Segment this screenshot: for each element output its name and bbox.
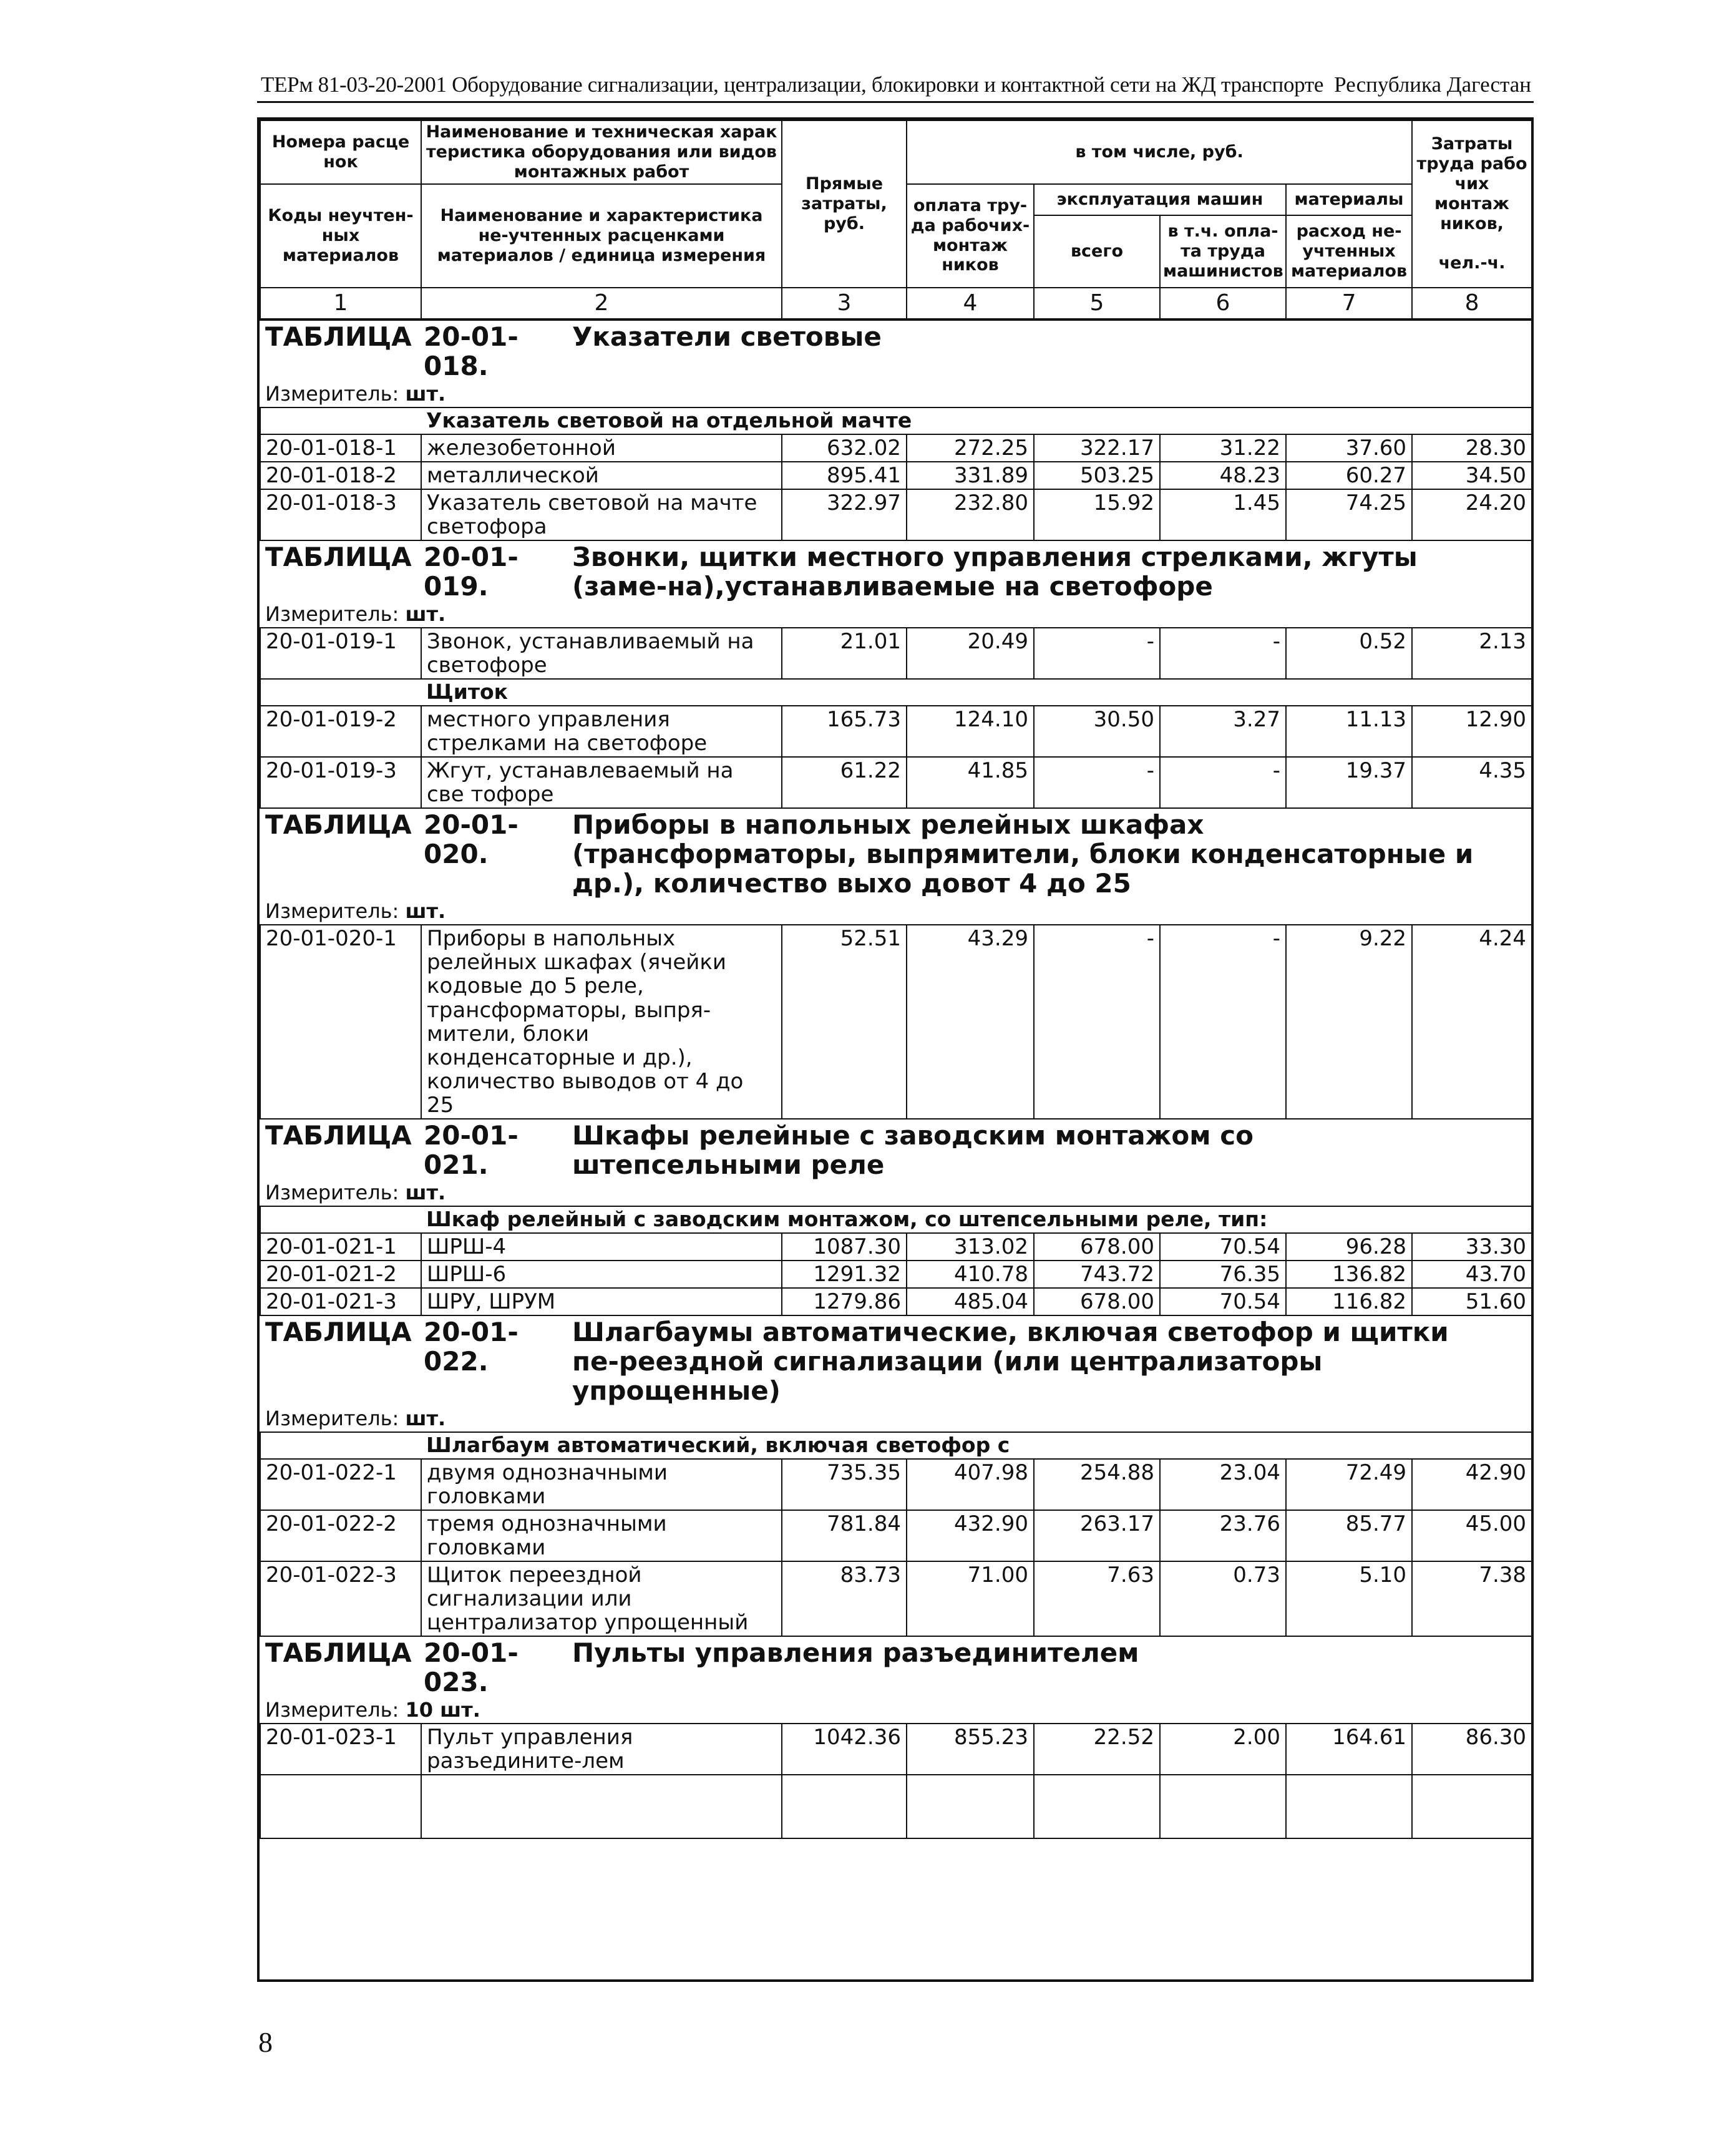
labor-cost: 71.00 [907, 1561, 1034, 1636]
measure-label: Измеритель: [265, 602, 399, 627]
work-name: двумя однозначными головками [421, 1459, 782, 1510]
column-number: 5 [1034, 288, 1160, 319]
material-cost: 19.37 [1286, 757, 1412, 808]
section-label: ТАБЛИЦА [265, 809, 412, 841]
header-title: ТЕРм 81-03-20-2001 Оборудование сигнализации, централизации, блокировки и контактной сети на ЖД транспорте [261, 72, 1324, 97]
col2-subheader: Наименование и характеристика не-учтенных расценками материалов / единица измерения [421, 184, 782, 288]
labor-cost: 410.78 [907, 1261, 1034, 1288]
machine-cost: 678.00 [1034, 1233, 1160, 1261]
measure-unit: 10 шт. [405, 1698, 480, 1722]
machine-labor-cost: - [1160, 925, 1286, 1119]
direct-cost: 632.02 [782, 434, 907, 462]
measure-label: Измеритель: [265, 899, 399, 924]
direct-cost: 895.41 [782, 462, 907, 489]
machine-labor-cost: 70.54 [1160, 1288, 1286, 1315]
group-heading: Шлагбаум автоматический, включая светофор с [421, 1432, 1532, 1459]
work-name: ШРШ-4 [421, 1233, 782, 1261]
included-header: в том числе, руб. [907, 120, 1412, 184]
work-name: Звонок, устанавливаемый на светофоре [421, 628, 782, 679]
material-cost: 11.13 [1286, 706, 1412, 757]
measure-unit-line [260, 1698, 1532, 1724]
table-row [260, 1561, 1532, 1636]
direct-cost: 1087.30 [782, 1233, 907, 1261]
empty-cell [1160, 1775, 1286, 1838]
machine-cost: 254.88 [1034, 1459, 1160, 1510]
section-label: ТАБЛИЦА [265, 542, 412, 573]
rate-code: 20-01-021-2 [260, 1261, 421, 1288]
direct-cost: 1042.36 [782, 1724, 907, 1775]
section-label: ТАБЛИЦА [265, 1316, 412, 1347]
section-title [260, 1636, 1532, 1698]
direct-cost: 1279.86 [782, 1288, 907, 1315]
material-cost: 136.82 [1286, 1261, 1412, 1288]
machine-labor-cost: 70.54 [1160, 1233, 1286, 1261]
materials-header: материалы [1286, 184, 1412, 215]
section-label: ТАБЛИЦА [265, 321, 412, 352]
machine-labor-cost: 31.22 [1160, 434, 1286, 462]
direct-cost: 735.35 [782, 1459, 907, 1510]
measure-unit-line [260, 1407, 1532, 1432]
section-heading: Шкафы релейные с заводским монтажом со штепсельными реле [572, 1119, 1254, 1180]
section-title-row [260, 1315, 1532, 1407]
section-label: ТАБЛИЦА [265, 1637, 412, 1669]
section-number: 20-01-018. [424, 321, 519, 381]
labor-cost: 855.23 [907, 1724, 1034, 1775]
work-name: Пульт управления разъедините-лем [421, 1724, 782, 1775]
machine-cost: 22.52 [1034, 1724, 1160, 1775]
material-cost: 72.49 [1286, 1459, 1412, 1510]
column-numbers-row [260, 288, 1532, 319]
machine-cost: 678.00 [1034, 1288, 1160, 1315]
labor-cost: 20.49 [907, 628, 1034, 679]
work-name: Жгут, устанавлеваемый на све тофоре [421, 757, 782, 808]
labor-cost: 313.02 [907, 1233, 1034, 1261]
section-heading: Указатели световые [572, 321, 882, 352]
material-cost: 116.82 [1286, 1288, 1412, 1315]
section-number: 20-01-021. [424, 1119, 519, 1180]
work-name: ШРШ-6 [421, 1261, 782, 1288]
col3-header: Прямые затраты, руб. [782, 120, 907, 288]
work-name: тремя однозначными головками [421, 1510, 782, 1561]
direct-cost: 322.97 [782, 489, 907, 540]
section-title [260, 540, 1532, 602]
work-name: местного управления стрелками на светофоре [421, 706, 782, 757]
labor-cost: 272.25 [907, 434, 1034, 462]
direct-cost: 165.73 [782, 706, 907, 757]
column-number: 2 [421, 288, 782, 319]
measure-label: Измеритель: [265, 1407, 399, 1431]
col8-header-bottom: чел.-ч. [1438, 253, 1506, 273]
machines-header: эксплуатация машин [1034, 184, 1286, 215]
direct-cost: 21.01 [782, 628, 907, 679]
labor-hours: 86.30 [1412, 1724, 1532, 1775]
machine-labor-cost: 1.45 [1160, 489, 1286, 540]
machine-labor-cost: - [1160, 628, 1286, 679]
section-title-row [260, 808, 1532, 899]
machine-cost: - [1034, 757, 1160, 808]
work-name: ШРУ, ШРУМ [421, 1288, 782, 1315]
work-name: металлической [421, 462, 782, 489]
machine-cost: 503.25 [1034, 462, 1160, 489]
section-title [260, 808, 1532, 899]
section-number: 20-01-023. [424, 1637, 519, 1698]
measure-row [260, 602, 1532, 628]
machine-cost: 7.63 [1034, 1561, 1160, 1636]
empty-cell [1286, 1775, 1412, 1838]
labor-cost: 43.29 [907, 925, 1034, 1119]
rate-code: 20-01-019-1 [260, 628, 421, 679]
column-number: 8 [1412, 288, 1532, 319]
group-row [260, 407, 1532, 434]
table-row [260, 925, 1532, 1119]
rate-code: 20-01-018-2 [260, 462, 421, 489]
col5-header: всего [1034, 215, 1160, 288]
table-row [260, 1233, 1532, 1261]
empty-cell [907, 1775, 1034, 1838]
group-row-spacer [260, 1206, 421, 1233]
table-row [260, 434, 1532, 462]
column-number: 4 [907, 288, 1034, 319]
work-name: Щиток переездной сигнализации или централизатор упрощенный [421, 1561, 782, 1636]
section-number: 20-01-020. [424, 809, 519, 870]
section-title-row [260, 1636, 1532, 1698]
labor-cost: 432.90 [907, 1510, 1034, 1561]
table-row [260, 706, 1532, 757]
measure-unit-line [260, 602, 1532, 628]
section-label: ТАБЛИЦА [265, 1119, 412, 1151]
labor-hours: 7.38 [1412, 1561, 1532, 1636]
section-heading: Пульты управления разъединителем [572, 1637, 1139, 1669]
col8-header-top: Затраты труда рабо чих монтаж ников, [1416, 134, 1527, 233]
material-cost: 74.25 [1286, 489, 1412, 540]
table-row [260, 1459, 1532, 1510]
group-row-spacer [260, 679, 421, 706]
measure-unit: шт. [405, 899, 446, 924]
empty-cell [421, 1775, 782, 1838]
labor-cost: 41.85 [907, 757, 1034, 808]
work-name: Указатель световой на мачте светофора [421, 489, 782, 540]
group-row [260, 1432, 1532, 1459]
material-cost: 37.60 [1286, 434, 1412, 462]
section-title [260, 319, 1532, 382]
material-cost: 60.27 [1286, 462, 1412, 489]
col1-header: Номера расце нок [260, 120, 421, 184]
labor-hours: 12.90 [1412, 706, 1532, 757]
measure-unit-line [260, 382, 1532, 407]
labor-hours: 45.00 [1412, 1510, 1532, 1561]
labor-hours: 33.30 [1412, 1233, 1532, 1261]
empty-cell [782, 1775, 907, 1838]
empty-row [260, 1775, 1532, 1838]
rate-code: 20-01-021-3 [260, 1288, 421, 1315]
machine-cost: 30.50 [1034, 706, 1160, 757]
labor-hours: 28.30 [1412, 434, 1532, 462]
table-row [260, 1724, 1532, 1775]
measure-row [260, 1698, 1532, 1724]
machine-labor-cost: 23.04 [1160, 1459, 1286, 1510]
table-row [260, 1510, 1532, 1561]
group-row-spacer [260, 1432, 421, 1459]
measure-label: Измеритель: [265, 381, 399, 406]
machine-labor-cost: - [1160, 757, 1286, 808]
section-heading: Звонки, щитки местного управления стрелками, жгуты (заме-на),устанавливаемые на светофоре [572, 542, 1418, 602]
rate-code: 20-01-022-1 [260, 1459, 421, 1510]
empty-cell [260, 1775, 421, 1838]
group-heading: Указатель световой на отдельной мачте [421, 407, 1532, 434]
group-heading: Шкаф релейный с заводским монтажом, со штепсельными реле, тип: [421, 1206, 1532, 1233]
section-title-row [260, 1119, 1532, 1181]
table-row [260, 489, 1532, 540]
labor-cost: 485.04 [907, 1288, 1034, 1315]
col8-header [1412, 120, 1532, 288]
measure-label: Измеритель: [265, 1698, 399, 1722]
measure-row [260, 1181, 1532, 1206]
measure-row [260, 382, 1532, 407]
section-heading: Шлагбаумы автоматические, включая светофор и щитки пе-реездной сигнализации (или централизаторы упрощенные) [572, 1316, 1449, 1407]
work-name: железобетонной [421, 434, 782, 462]
group-row-spacer [260, 407, 421, 434]
rate-code: 20-01-021-1 [260, 1233, 421, 1261]
machine-cost: 15.92 [1034, 489, 1160, 540]
measure-label: Измеритель: [265, 1180, 399, 1204]
labor-cost: 407.98 [907, 1459, 1034, 1510]
material-cost: 0.52 [1286, 628, 1412, 679]
labor-hours: 34.50 [1412, 462, 1532, 489]
measure-row [260, 899, 1532, 925]
machine-labor-cost: 2.00 [1160, 1724, 1286, 1775]
material-cost: 96.28 [1286, 1233, 1412, 1261]
header-region: Республика Дагестан [1334, 72, 1531, 97]
running-header [257, 66, 1534, 103]
column-number: 1 [260, 288, 421, 319]
section-heading: Приборы в напольных релейных шкафах (трансформаторы, выпрямители, блоки конденсаторные и др.), количество выхо довот 4 до 25 [572, 809, 1474, 899]
machine-labor-cost: 76.35 [1160, 1261, 1286, 1288]
column-number: 7 [1286, 288, 1412, 319]
table-row [260, 1261, 1532, 1288]
direct-cost: 83.73 [782, 1561, 907, 1636]
machine-cost: 322.17 [1034, 434, 1160, 462]
measure-unit-line [260, 899, 1532, 925]
col7-header: расход не-учтенных материалов [1286, 215, 1412, 288]
labor-cost: 331.89 [907, 462, 1034, 489]
group-heading: Щиток [421, 679, 1532, 706]
labor-hours: 43.70 [1412, 1261, 1532, 1288]
labor-hours: 24.20 [1412, 489, 1532, 540]
section-title-row [260, 540, 1532, 602]
measure-unit: шт. [405, 602, 446, 627]
column-number: 3 [782, 288, 907, 319]
labor-cost: 124.10 [907, 706, 1034, 757]
direct-cost: 781.84 [782, 1510, 907, 1561]
labor-hours: 2.13 [1412, 628, 1532, 679]
section-title [260, 1315, 1532, 1407]
page-number: 8 [258, 2026, 273, 2058]
labor-hours: 4.24 [1412, 925, 1532, 1119]
measure-row [260, 1407, 1532, 1432]
section-number: 20-01-022. [424, 1316, 519, 1377]
machine-cost: - [1034, 925, 1160, 1119]
price-table [260, 120, 1532, 1839]
direct-cost: 61.22 [782, 757, 907, 808]
col6-header: в т.ч. опла-та труда машинистов [1160, 215, 1286, 288]
measure-unit: шт. [405, 1407, 446, 1431]
measure-unit: шт. [405, 1180, 446, 1204]
section-number: 20-01-019. [424, 542, 519, 602]
rate-code: 20-01-019-2 [260, 706, 421, 757]
col2-header: Наименование и техническая харак теристика оборудования или видов монтажных работ [421, 120, 782, 184]
rate-code: 20-01-018-3 [260, 489, 421, 540]
work-name: Приборы в напольных релейных шкафах (ячейки кодовые до 5 реле, трансформаторы, выпря-мители, блоки конденсаторные и др.), количество выводов от 4 до 25 [421, 925, 782, 1119]
empty-cell [1034, 1775, 1160, 1838]
column-number: 6 [1160, 288, 1286, 319]
section-title [260, 1119, 1532, 1181]
group-row [260, 679, 1532, 706]
machine-labor-cost: 3.27 [1160, 706, 1286, 757]
labor-hours: 51.60 [1412, 1288, 1532, 1315]
material-cost: 5.10 [1286, 1561, 1412, 1636]
rate-code: 20-01-022-3 [260, 1561, 421, 1636]
rate-code: 20-01-020-1 [260, 925, 421, 1119]
machine-labor-cost: 48.23 [1160, 462, 1286, 489]
table-row [260, 757, 1532, 808]
col4-header: оплата тру-да рабочих-монтаж ников [907, 184, 1034, 288]
machine-cost: 743.72 [1034, 1261, 1160, 1288]
table-row [260, 1288, 1532, 1315]
table-row [260, 462, 1532, 489]
labor-cost: 232.80 [907, 489, 1034, 540]
machine-labor-cost: 0.73 [1160, 1561, 1286, 1636]
labor-hours: 42.90 [1412, 1459, 1532, 1510]
rate-code: 20-01-023-1 [260, 1724, 421, 1775]
empty-cell [1412, 1775, 1532, 1838]
measure-unit: шт. [405, 381, 446, 406]
machine-labor-cost: 23.76 [1160, 1510, 1286, 1561]
rate-code: 20-01-018-1 [260, 434, 421, 462]
group-row [260, 1206, 1532, 1233]
material-cost: 9.22 [1286, 925, 1412, 1119]
col1-subheader: Коды неучтен-ных материалов [260, 184, 421, 288]
material-cost: 164.61 [1286, 1724, 1412, 1775]
section-title-row [260, 319, 1532, 382]
direct-cost: 52.51 [782, 925, 907, 1119]
machine-cost: - [1034, 628, 1160, 679]
direct-cost: 1291.32 [782, 1261, 907, 1288]
rate-code: 20-01-022-2 [260, 1510, 421, 1561]
table-row [260, 628, 1532, 679]
labor-hours: 4.35 [1412, 757, 1532, 808]
machine-cost: 263.17 [1034, 1510, 1160, 1561]
measure-unit-line [260, 1181, 1532, 1206]
material-cost: 85.77 [1286, 1510, 1412, 1561]
rate-code: 20-01-019-3 [260, 757, 421, 808]
